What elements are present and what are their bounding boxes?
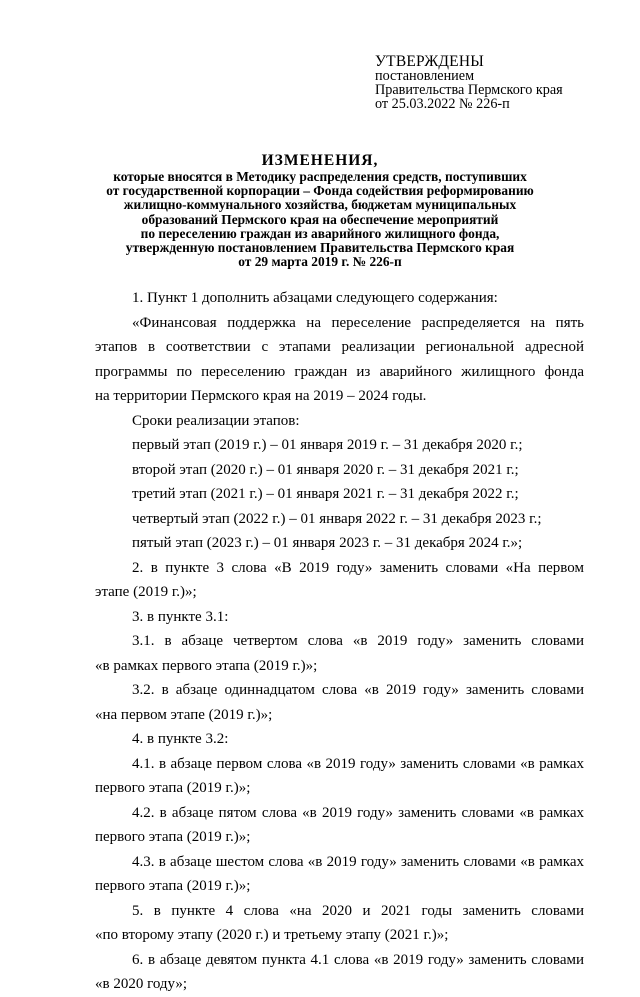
body-line: 4.3. в абзаце шестом слова «в 2019 году» заменить словами «в рамках: [132, 853, 584, 870]
body-line: этапов в соответствии с этапами реализации региональной адресной: [95, 339, 584, 355]
body-line: «на первом этапе (2019 г.)»;: [95, 706, 273, 723]
body-line: 1. Пункт 1 дополнить абзацами следующего содержания:: [132, 290, 498, 306]
body-line: пятый этап (2023 г.) – 01 января 2023 г. – 31 декабря 2024 г.»;: [132, 535, 523, 551]
approval-line-1: постановлением: [375, 68, 475, 84]
body-line: 6. в абзаце девятом пункта 4.1 слова «в 2019 году» заменить словами: [132, 951, 584, 968]
body-line: 4. в пункте 3.2:: [132, 731, 229, 747]
body-line: 3.2. в абзаце одиннадцатом слова «в 2019 году» заменить словами: [132, 682, 584, 698]
body-line: «в 2020 году»;: [95, 976, 188, 992]
subtitle-line: по переселению граждан из аварийного жилищного фонда,: [140, 225, 500, 241]
body-line: этапе (2019 г.)»;: [95, 584, 197, 600]
body-line: Сроки реализации этапов:: [132, 412, 300, 429]
document-body: [95, 286, 584, 997]
body-line: 2. в пункте 3 слова «В 2019 году» заменить словами «На первом: [132, 559, 584, 576]
subtitle-line: жилищно-коммунального хозяйства, бюджетам муниципальных: [123, 197, 517, 213]
body-line: 4.2. в абзаце пятом слова «в 2019 году» заменить словами «в рамках: [132, 804, 584, 821]
body-line: первого этапа (2019 г.)»;: [95, 780, 251, 796]
body-line: 4.1. в абзаце первом слова «в 2019 году» заменить словами «в рамках: [132, 755, 584, 772]
body-line: «Финансовая поддержка на переселение распределяется на пять: [132, 314, 584, 331]
body-line: четвертый этап (2022 г.) – 01 января 2022 г. – 31 декабря 2023 г.;: [132, 510, 542, 527]
approval-line-2: Правительства Пермского края: [375, 82, 563, 98]
subtitle-line: от 29 марта 2019 г. № 226-п: [238, 254, 402, 270]
subtitle-line: которые вносятся в Методику распределения средств, поступивших: [113, 169, 527, 184]
approval-stamp: [375, 55, 563, 111]
body-line: «в рамках первого этапа (2019 г.)»;: [95, 657, 318, 674]
body-line: первый этап (2019 г.) – 01 января 2019 г. – 31 декабря 2020 г.;: [132, 437, 523, 453]
body-line: «по второму этапу (2020 г.) и третьему этапу (2021 г.)»;: [95, 927, 449, 943]
body-line: третий этап (2021 г.) – 01 января 2021 г. – 31 декабря 2022 г.;: [132, 486, 519, 502]
body-line: 5. в пункте 4 слова «на 2020 и 2021 годы заменить словами: [132, 902, 584, 919]
approval-heading: УТВЕРЖДЕНЫ: [375, 53, 484, 70]
body-line: 3. в пункте 3.1:: [132, 608, 229, 625]
approval-line-3: от 25.03.2022 № 226-п: [375, 96, 510, 112]
subtitle-line: образований Пермского края на обеспечение мероприятий: [141, 211, 499, 227]
body-line: первого этапа (2019 г.)»;: [95, 829, 251, 845]
body-line: программы по переселению граждан из аварийного жилищного фонда: [95, 363, 584, 380]
body-line: второй этап (2020 г.) – 01 января 2020 г. – 31 декабря 2021 г.;: [132, 461, 519, 478]
subtitle-line: от государственной корпорации – Фонда содействия реформированию: [106, 183, 534, 199]
body-line: на территории Пермского края на 2019 – 2024 годы.: [95, 388, 427, 404]
subtitle-line: утвержденную постановлением Правительства Пермского края: [125, 240, 515, 256]
body-line: 3.1. в абзаце четвертом слова «в 2019 году» заменить словами: [132, 633, 584, 649]
document-title: ИЗМЕНЕНИЯ,: [261, 152, 379, 169]
body-line: первого этапа (2019 г.)»;: [95, 878, 251, 894]
document-subtitle: [80, 170, 560, 269]
